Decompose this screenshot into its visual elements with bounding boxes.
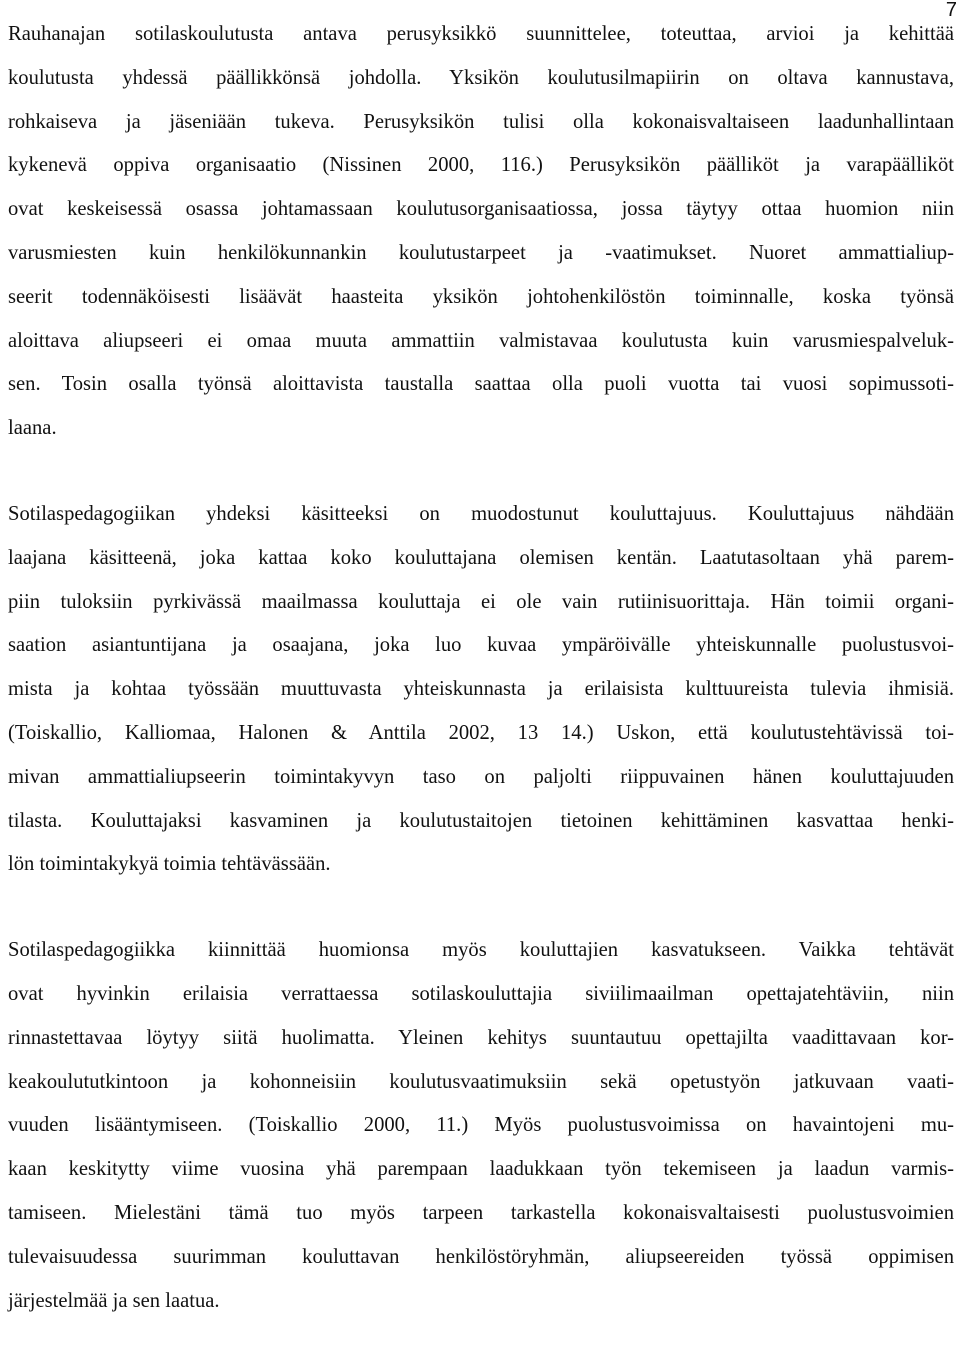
- paragraph-spacer: [8, 887, 954, 929]
- text-line: laana.: [8, 417, 57, 440]
- text-line: varusmiesten kuin henkilökunnankin koulutustarpeet ja -vaatimukset. Nuoret ammattialiup-: [8, 241, 954, 264]
- text-line: aloittava aliupseeri ei omaa muuta ammattiin valmistavaa koulutusta kuin varusmiespalveluk-: [8, 329, 954, 352]
- text-line: tulevaisuudessa suurimman kouluttavan henkilöstöryhmän, aliupseereiden työssä oppimisen: [8, 1245, 954, 1268]
- page-number: 7: [945, 0, 957, 21]
- document-body: [8, 13, 954, 1323]
- text-line: Sotilaspedagogiikka kiinnittää huomionsa myös kouluttajien kasvatukseen. Vaikka tehtävät: [8, 939, 954, 962]
- text-line: rinnastettavaa löytyy siitä huolimatta. Yleinen kehitys suuntautuu opettajilta vaadittavaan kor-: [8, 1026, 954, 1049]
- text-line: mista ja kohtaa työssään muuttuvasta yhteiskunnasta ja erilaisista kulttuureista tulevia ihmisiä.: [8, 678, 954, 701]
- text-line: (Toiskallio, Kalliomaa, Halonen & Anttila 2002, 13 14.) Uskon, että koulutustehtävissä toi-: [8, 721, 954, 744]
- paragraph-3: [8, 929, 954, 1323]
- text-line: ovat hyvinkin erilaisia verrattaessa sotilaskouluttajia siviilimaailman opettajatehtäviin, niin: [8, 982, 954, 1005]
- text-line: koulutusta yhdessä päällikkönsä johdolla. Yksikön koulutusilmapiirin on oltava kannustava,: [8, 66, 954, 89]
- text-line: piin tuloksiin pyrkivässä maailmassa kouluttaja ei ole vain rutiinisuorittaja. Hän toimii organi-: [8, 590, 954, 613]
- text-line: keakoulututkintoon ja kohonneisiin koulutusvaatimuksiin sekä opetustyön jatkuvaan vaati-: [8, 1070, 954, 1093]
- paragraph-1: [8, 13, 954, 451]
- text-line: järjestelmää ja sen laatua.: [8, 1289, 220, 1312]
- text-line: rohkaiseva ja jäseniään tukeva. Perusyksikön tulisi olla kokonaisvaltaiseen laadunhallintaan: [8, 110, 954, 133]
- text-line: vuuden lisääntymiseen. (Toiskallio 2000, 11.) Myös puolustusvoimissa on havaintojeni mu-: [8, 1114, 954, 1137]
- text-line: lön toimintakykyä toimia tehtävässään.: [8, 853, 331, 876]
- text-line: Sotilaspedagogiikan yhdeksi käsitteeksi on muodostunut kouluttajuus. Kouluttajuus nähdään: [8, 502, 954, 525]
- text-line: kaan keskitytty viime vuosina yhä parempaan laadukkaan työn tekemiseen ja laadun varmis-: [8, 1158, 954, 1181]
- text-line: laajana käsitteenä, joka kattaa koko kouluttajana olemisen kentän. Laatutasoltaan yhä parem-: [8, 546, 954, 569]
- text-line: tilasta. Kouluttajaksi kasvaminen ja koulutustaitojen tietoinen kehittäminen kasvattaa henki-: [8, 809, 954, 832]
- text-line: kykenevä oppiva organisaatio (Nissinen 2000, 116.) Perusyksikön päälliköt ja varapäälliköt: [8, 154, 954, 177]
- text-line: seerit todennäköisesti lisäävät haasteita yksikön johtohenkilöstön toiminnalle, koska työnsä: [8, 285, 954, 308]
- text-line: Rauhanajan sotilaskoulutusta antava perusyksikkö suunnittelee, toteuttaa, arvioi ja kehittää: [8, 23, 954, 45]
- text-line: tamiseen. Mielestäni tämä tuo myös tarpeen tarkastella kokonaisvaltaisesti puolustusvoimien: [8, 1201, 954, 1224]
- paragraph-2: [8, 493, 954, 887]
- text-line: saation asiantuntijana ja osaajana, joka luo kuvaa ympäröivälle yhteiskunnalle puolustusvoi-: [8, 634, 954, 657]
- text-line: sen. Tosin osalla työnsä aloittavista taustalla saattaa olla puoli vuotta tai vuosi sopimussoti-: [8, 373, 954, 396]
- text-line: ovat keskeisessä osassa johtamassaan koulutusorganisaatiossa, jossa täytyy ottaa huomion niin: [8, 198, 954, 221]
- text-line: mivan ammattialiupseerin toimintakyvyn taso on paljolti riippuvainen hänen kouluttajuuden: [8, 765, 954, 788]
- paragraph-spacer: [8, 451, 954, 493]
